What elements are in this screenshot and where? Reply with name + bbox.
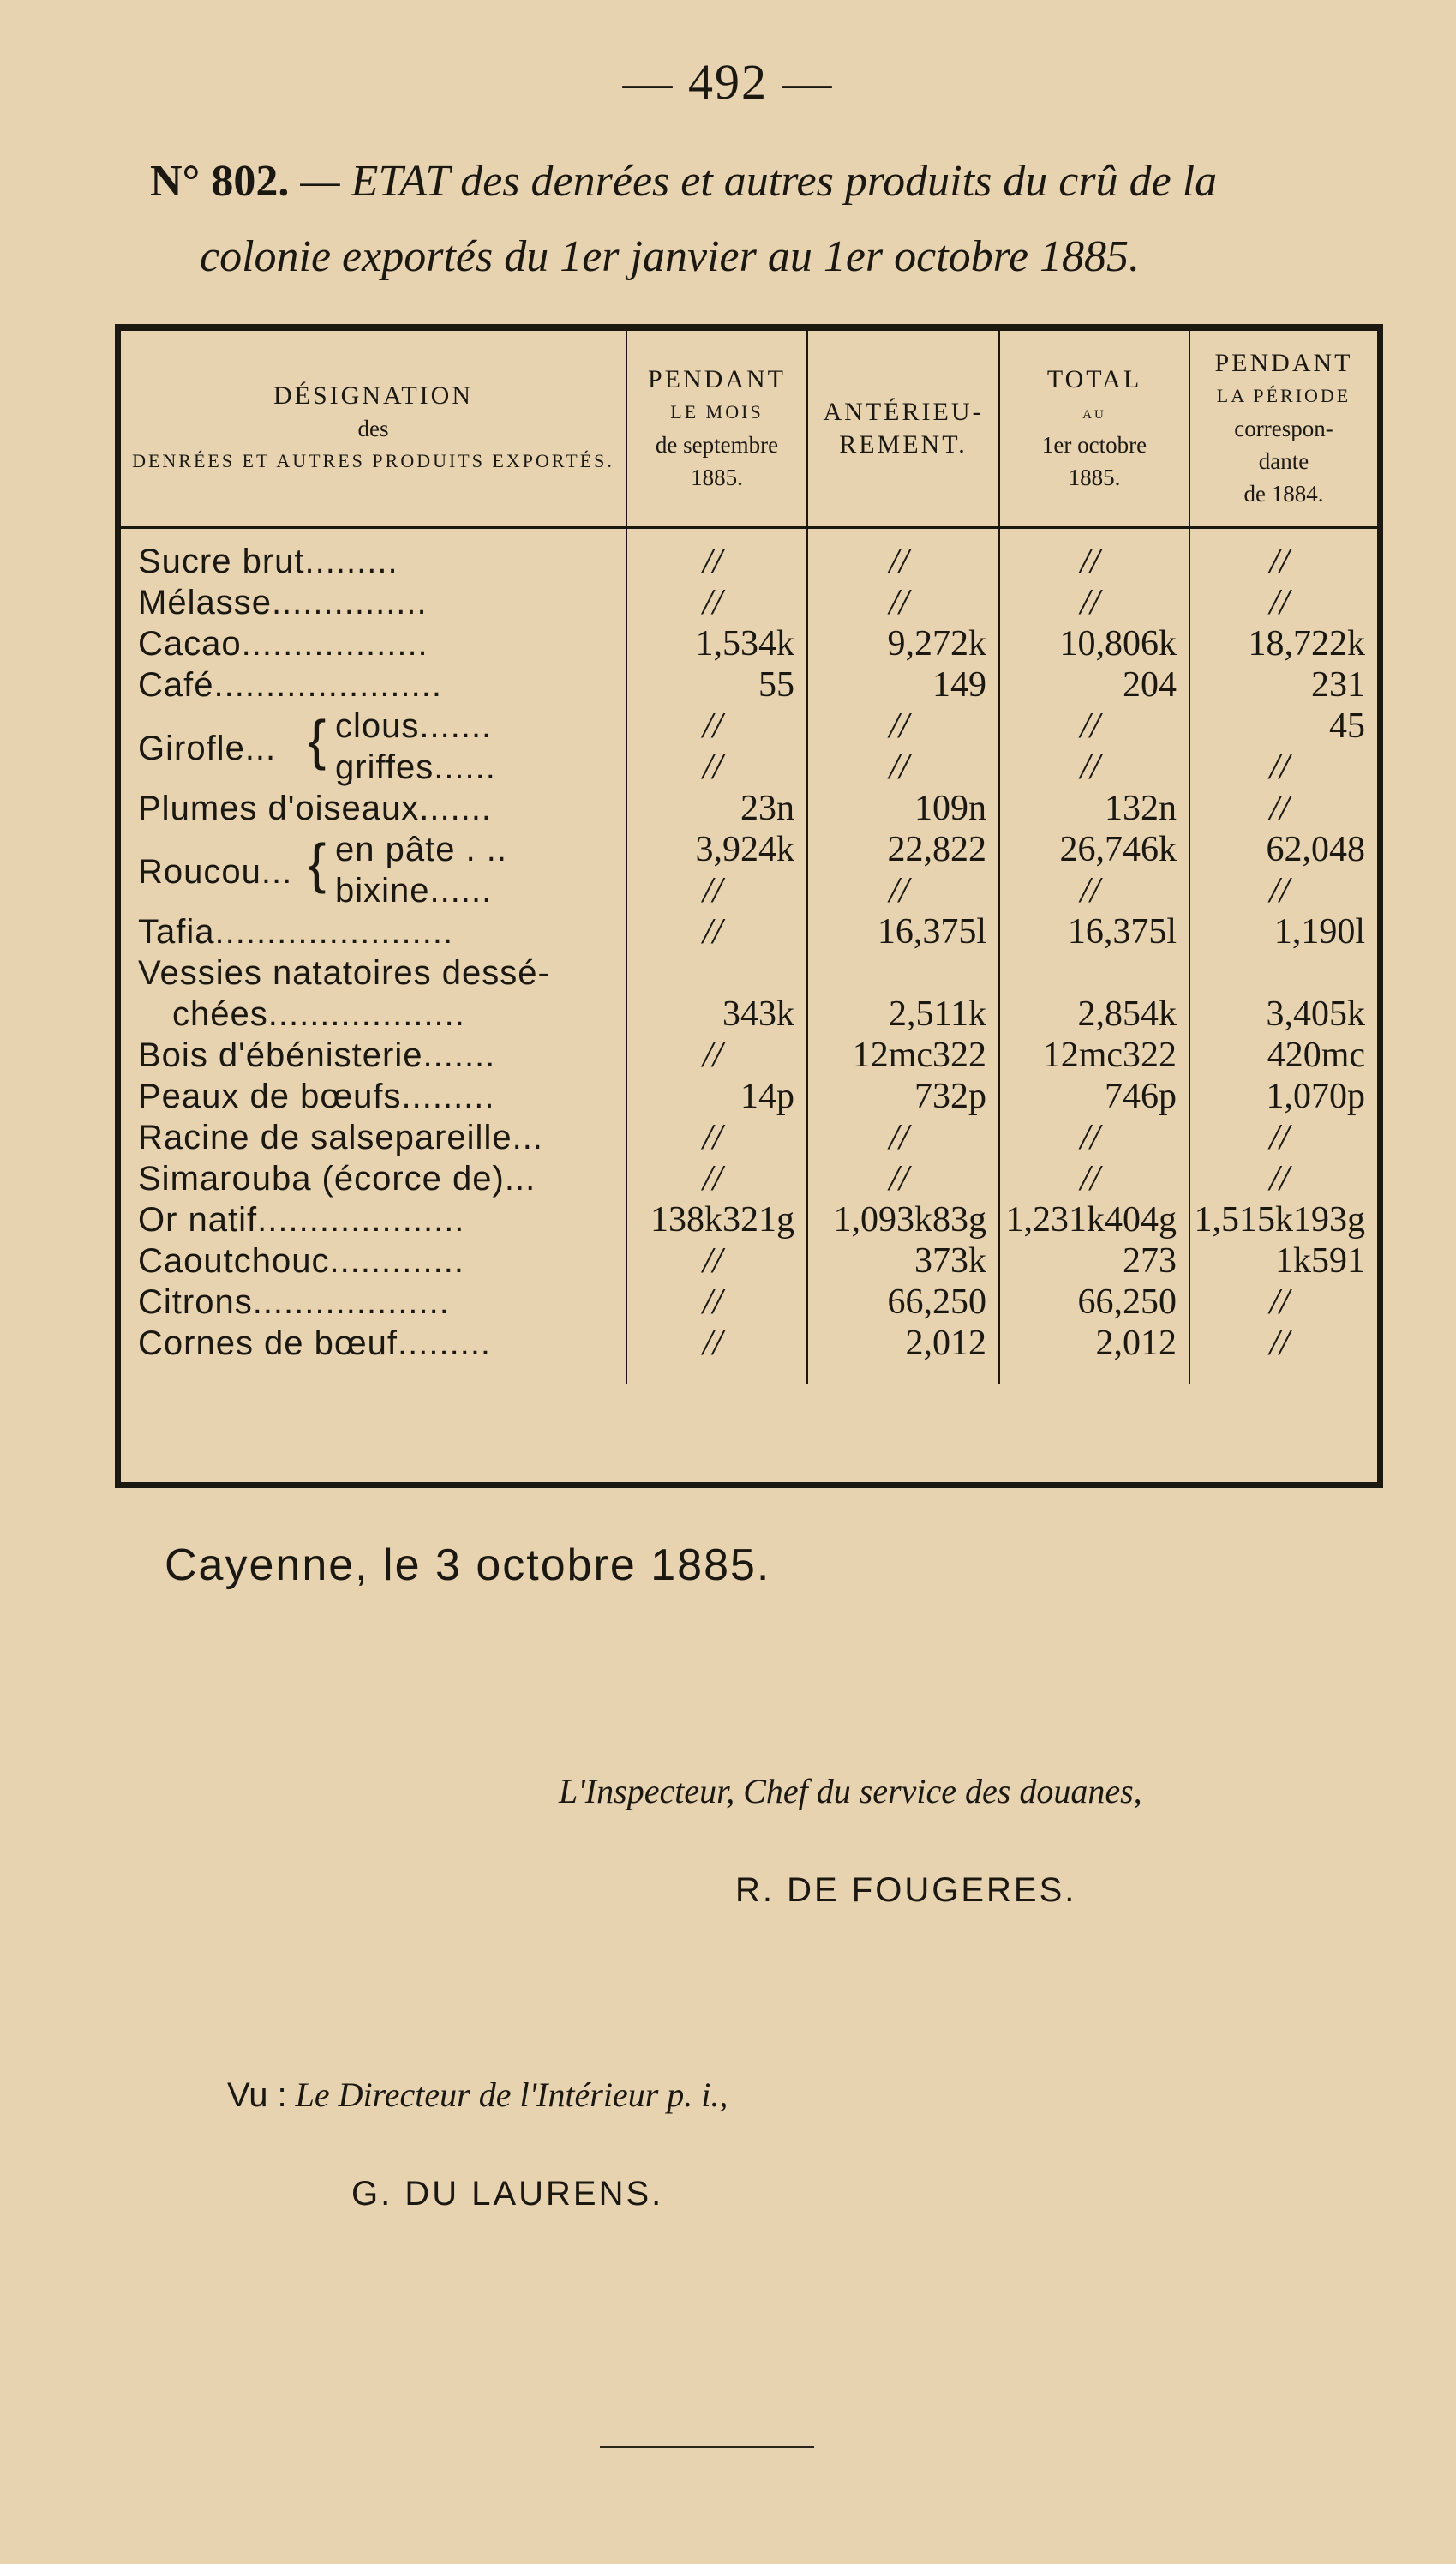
row-label: Sucre brut.........: [138, 543, 398, 580]
cell-ant: [807, 952, 999, 994]
date-line: Cayenne, le 3 octobre 1885.: [165, 1540, 771, 1590]
table-row: [121, 1323, 1377, 1384]
page-number: — 492 —: [622, 54, 834, 110]
cell-sep: //: [626, 706, 807, 747]
group-label: Roucou...: [138, 853, 293, 891]
cell-ant: 16,375l: [807, 911, 999, 952]
cell-ant: //: [807, 1158, 999, 1199]
cell-total: 26,746k: [999, 829, 1189, 870]
row-designation: [121, 911, 626, 952]
table-row: [121, 528, 1377, 583]
cell-p1884: //: [1189, 747, 1377, 788]
cell-total: //: [999, 870, 1189, 911]
table-row: [121, 994, 1377, 1035]
row-label: bixine......: [335, 872, 493, 910]
vu-label: Vu :: [227, 2076, 287, 2114]
row-label: Caoutchouc.............: [138, 1242, 464, 1280]
row-label: Simarouba (écorce de)...: [138, 1160, 536, 1198]
row-label: Cornes de bœuf.........: [138, 1324, 492, 1362]
cell-ant: 22,822: [807, 829, 999, 870]
cell-total: 132n: [999, 788, 1189, 829]
row-label: Mélasse...............: [138, 584, 428, 621]
cell-sep: //: [626, 1240, 807, 1282]
title-line-1: — ETAT des denrées et autres produits du crû de la: [300, 157, 1218, 206]
cell-p1884: 45: [1189, 706, 1377, 747]
cell-p1884: 18,722k: [1189, 623, 1377, 664]
cell-sep: //: [626, 528, 807, 583]
cell-sep: 14p: [626, 1076, 807, 1117]
cell-sep: //: [626, 1323, 807, 1384]
cell-total: [999, 952, 1189, 994]
cell-total: //: [999, 1158, 1189, 1199]
table-row: [121, 911, 1377, 952]
inspector-name: R. DE FOUGERES.: [735, 1871, 1077, 1909]
table-row: [121, 788, 1377, 829]
cell-p1884: //: [1189, 788, 1377, 829]
director-line: [227, 2075, 728, 2115]
cell-p1884: //: [1189, 582, 1377, 623]
row-designation: [121, 1323, 626, 1384]
header-designation: DÉSIGNATION des DENRÉES ET AUTRES PRODUITS EXPORTÉS.: [121, 331, 626, 528]
cell-total: //: [999, 582, 1189, 623]
cell-total: 2,854k: [999, 994, 1189, 1035]
cell-sep: //: [626, 1117, 807, 1158]
cell-ant: //: [807, 1117, 999, 1158]
cell-ant: 66,250: [807, 1282, 999, 1323]
table-row: [121, 623, 1377, 664]
cell-ant: 373k: [807, 1240, 999, 1282]
cell-ant: 1,093k83g: [807, 1199, 999, 1240]
table-row: [121, 582, 1377, 623]
cell-ant: 2,012: [807, 1323, 999, 1384]
table-row: [121, 1158, 1377, 1199]
cell-total: //: [999, 747, 1189, 788]
table-row: [121, 1117, 1377, 1158]
row-designation: [121, 952, 626, 994]
title-line-2: colonie exportés du 1er janvier au 1er octobre 1885.: [200, 232, 1141, 281]
cell-total: 746p: [999, 1076, 1189, 1117]
cell-sep: //: [626, 1282, 807, 1323]
cell-total: 66,250: [999, 1282, 1189, 1323]
header-anterieurement: ANTÉRIEU- REMENT.: [807, 331, 999, 528]
cell-total: 12mc322: [999, 1035, 1189, 1076]
cell-total: //: [999, 528, 1189, 583]
cell-total: 1,231k404g: [999, 1199, 1189, 1240]
cell-p1884: 62,048: [1189, 829, 1377, 870]
document-number: N° 802.: [150, 157, 290, 206]
table-header-row: [121, 331, 1377, 528]
cell-sep: 138k321g: [626, 1199, 807, 1240]
cell-p1884: //: [1189, 1282, 1377, 1323]
cell-ant: //: [807, 528, 999, 583]
row-label: Plumes d'oiseaux.......: [138, 790, 493, 827]
cell-p1884: 1k591: [1189, 1240, 1377, 1282]
cell-ant: //: [807, 870, 999, 911]
table-row: [121, 1240, 1377, 1282]
group-label: Girofle...: [138, 730, 277, 767]
cell-total: 10,806k: [999, 623, 1189, 664]
row-label: Café......................: [138, 666, 442, 704]
table-row: [121, 1282, 1377, 1323]
row-label: Cacao..................: [138, 625, 428, 663]
row-label: Vessies natatoires dessé-: [138, 954, 550, 992]
cell-p1884: 1,515k193g: [1189, 1199, 1377, 1240]
inspector-title: L'Inspecteur, Chef du service des douanes,: [559, 1772, 1142, 1810]
cell-p1884: //: [1189, 1323, 1377, 1384]
row-label: Or natif....................: [138, 1201, 465, 1239]
cell-total: 16,375l: [999, 911, 1189, 952]
cell-ant: 9,272k: [807, 623, 999, 664]
brace-mark: {: [308, 832, 327, 894]
row-label: griffes......: [335, 748, 496, 786]
cell-sep: //: [626, 582, 807, 623]
closing-rule: [600, 2446, 814, 2448]
cell-sep: 23n: [626, 788, 807, 829]
table-row: [121, 1035, 1377, 1076]
table-row: [121, 706, 1377, 747]
table-row: [121, 952, 1377, 994]
cell-total: //: [999, 1117, 1189, 1158]
cell-p1884: 3,405k: [1189, 994, 1377, 1035]
cell-sep: //: [626, 747, 807, 788]
row-designation: [121, 994, 626, 1035]
cell-ant: //: [807, 582, 999, 623]
table-row: [121, 1199, 1377, 1240]
brace-mark: {: [308, 709, 327, 771]
cell-ant: 732p: [807, 1076, 999, 1117]
cell-ant: 149: [807, 664, 999, 706]
cell-total: 2,012: [999, 1323, 1189, 1384]
director-name: G. DU LAURENS.: [351, 2175, 664, 2213]
director-title: Le Directeur de l'Intérieur p. i.,: [295, 2075, 728, 2114]
row-designation: [121, 1282, 626, 1323]
table-row: [121, 664, 1377, 706]
cell-sep: 3,924k: [626, 829, 807, 870]
cell-p1884: 1,190l: [1189, 911, 1377, 952]
cell-p1884: [1189, 952, 1377, 994]
row-designation: [121, 788, 626, 829]
row-designation: [121, 747, 626, 788]
document-title: [150, 144, 1401, 295]
cell-ant: //: [807, 747, 999, 788]
cell-p1884: 231: [1189, 664, 1377, 706]
header-total: TOTAL au 1er octobre 1885.: [999, 331, 1189, 528]
row-designation: [121, 1158, 626, 1199]
row-label: Citrons...................: [138, 1283, 450, 1321]
cell-p1884: 420mc: [1189, 1035, 1377, 1076]
cell-sep: //: [626, 870, 807, 911]
cell-ant: 2,511k: [807, 994, 999, 1035]
row-designation: [121, 582, 626, 623]
row-label: Peaux de bœufs.........: [138, 1078, 495, 1115]
cell-sep: 55: [626, 664, 807, 706]
row-label: clous.......: [335, 707, 493, 745]
cell-sep: //: [626, 1035, 807, 1076]
cell-ant: 12mc322: [807, 1035, 999, 1076]
table-row: [121, 747, 1377, 788]
cell-total: 204: [999, 664, 1189, 706]
cell-p1884: //: [1189, 528, 1377, 583]
cell-sep: 343k: [626, 994, 807, 1035]
row-designation: [121, 623, 626, 664]
row-designation: [121, 1076, 626, 1117]
cell-ant: //: [807, 706, 999, 747]
row-label: en pâte . ..: [335, 831, 508, 868]
cell-sep: //: [626, 911, 807, 952]
row-designation: [121, 1199, 626, 1240]
row-designation: [121, 528, 626, 583]
cell-total: //: [999, 706, 1189, 747]
cell-total: 273: [999, 1240, 1189, 1282]
cell-sep: //: [626, 1158, 807, 1199]
table-row: [121, 1076, 1377, 1117]
row-designation: [121, 1117, 626, 1158]
row-label: chées...................: [172, 995, 465, 1033]
header-periode-1884: PENDANT LA PÉRIODE correspon- dante de 1884.: [1189, 331, 1377, 528]
row-designation: [121, 1240, 626, 1282]
cell-p1884: //: [1189, 870, 1377, 911]
header-pendant-mois: PENDANT LE MOIS de septembre 1885.: [626, 331, 807, 528]
row-label: Tafia.......................: [138, 913, 454, 951]
row-designation: [121, 870, 626, 911]
cell-sep: [626, 952, 807, 994]
row-label: Racine de salsepareille...: [138, 1119, 543, 1156]
cell-ant: 109n: [807, 788, 999, 829]
table-row: [121, 870, 1377, 911]
table-row: [121, 829, 1377, 870]
exports-table: [115, 324, 1383, 1488]
cell-p1884: //: [1189, 1117, 1377, 1158]
cell-sep: 1,534k: [626, 623, 807, 664]
row-designation: [121, 664, 626, 706]
row-designation: [121, 1035, 626, 1076]
row-label: Bois d'ébénisterie.......: [138, 1036, 496, 1074]
cell-p1884: //: [1189, 1158, 1377, 1199]
cell-p1884: 1,070p: [1189, 1076, 1377, 1117]
